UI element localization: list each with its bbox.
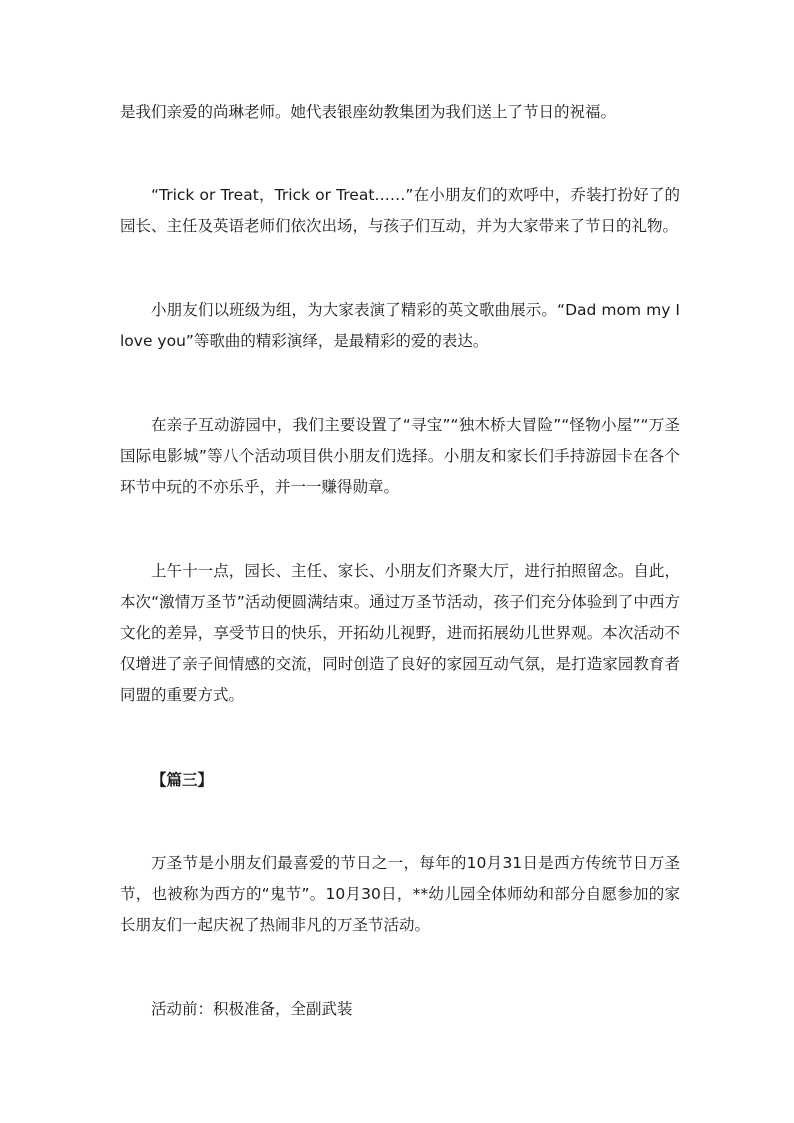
section-heading-line [120, 765, 680, 796]
section-heading: 【篇三】 [151, 771, 214, 789]
paragraph-2: “Trick or Treat，Trick or Treat……”在小朋友们的欢呼中，乔装打扮好了的园长、主任及英语老师们依次出场，与孩子们互动，并为大家带来了节日的礼物。 [120, 186, 680, 235]
paragraph-4: 在亲子互动游园中，我们主要设置了“寻宝”“独木桥大冒险”“怪物小屋”“万圣国际电影城”等八个活动项目供小朋友们选择。小朋友和家长们手持游园卡在各个环节中玩的不亦乐乎，并一一赚得勋章。 [120, 416, 680, 496]
paragraph-3: 小朋友们以班级为组，为大家表演了精彩的英文歌曲展示。“Dad mom my I love you”等歌曲的精彩演绎，是最精彩的爱的表达。 [120, 301, 680, 350]
paragraph-7: 活动前：积极准备，全副武装 [151, 1000, 353, 1018]
paragraph-5: 上午十一点，园长、主任、家长、小朋友们齐聚大厅，进行拍照留念。自此，本次“激情万圣节”活动便圆满结束。通过万圣节活动，孩子们充分体验到了中西方文化的差异，享受节日的快乐，开拓幼儿视野，进而拓展幼儿世界观。本次活动不仅增进了亲子间情感的交流，同时创造了良好的家园互动气氛，是打造家园教育者同盟的重要方式。 [120, 562, 680, 704]
paragraph-1: 是我们亲爱的尚琳老师。她代表银座幼教集团为我们送上了节日的祝福。 [120, 103, 617, 121]
paragraph-6: 万圣节是小朋友们最喜爱的节日之一，每年的10月31日是西方传统节日万圣节，也被称为西方的“鬼节”。10月30日，**幼儿园全体师幼和部分自愿参加的家长朋友们一起庆祝了热闹非凡的万圣节活动。 [120, 854, 680, 934]
